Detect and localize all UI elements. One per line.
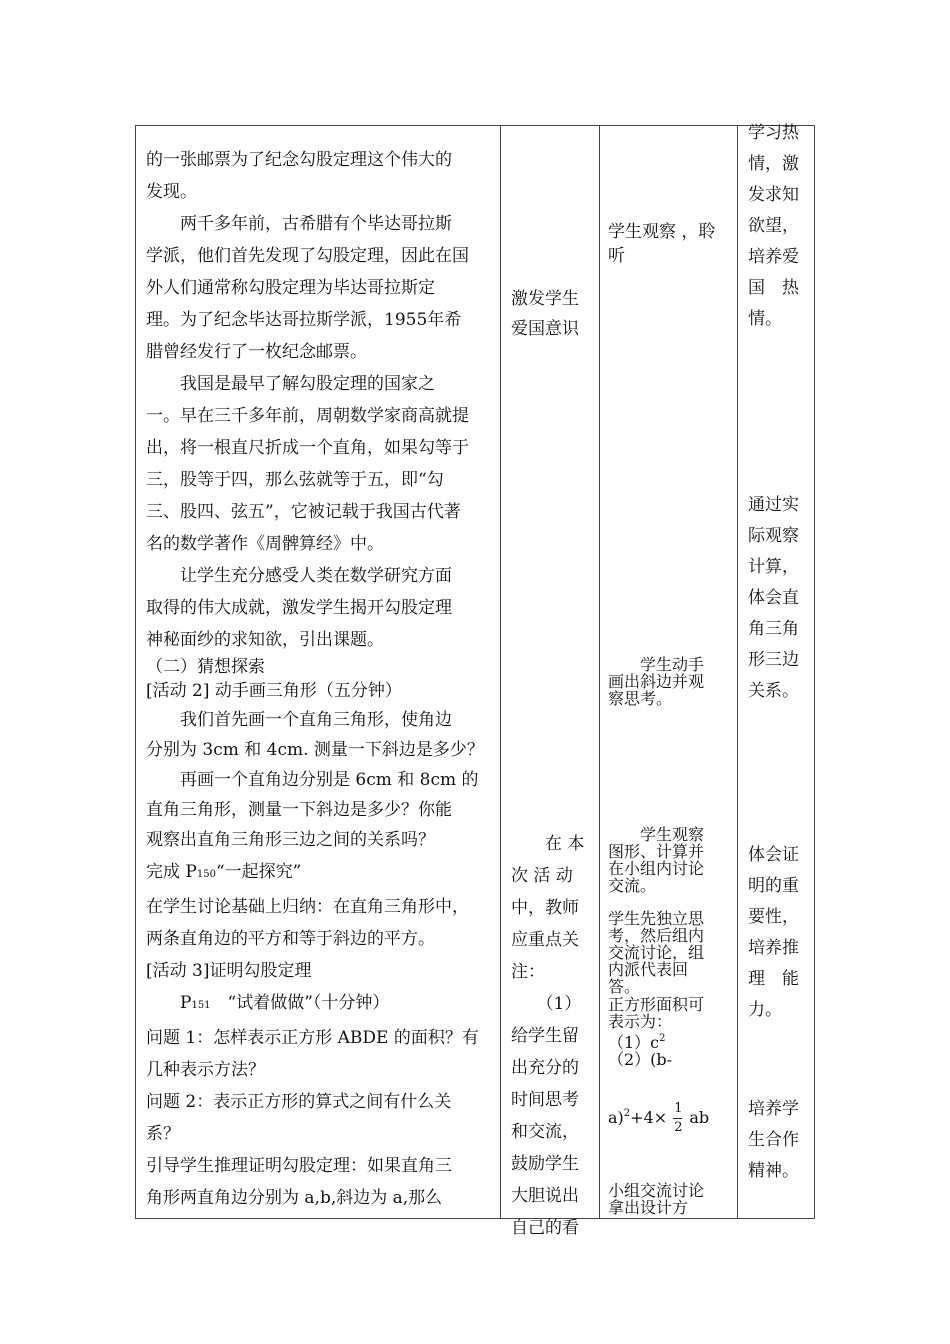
student-activity-column xyxy=(600,126,737,1218)
area-formula-1: $(1)c^2$ xyxy=(608,1033,666,1052)
text-line: 两千多年前，古希腊有个毕达哥拉斯 xyxy=(146,214,452,234)
text-line: 发现。 xyxy=(146,182,197,202)
text-line: 中，教师 xyxy=(511,898,579,918)
text-line: 直角三角形，测量一下斜边是多少？你能 xyxy=(146,800,452,820)
text-line: 内派代表回 xyxy=(608,960,689,979)
text-line: 问题 1：怎样表示正方形 ABDE 的面积？有 xyxy=(146,1028,479,1048)
text-line: 鼓励学生 xyxy=(511,1154,579,1174)
try-task-line: P151 “试着做做”（十分钟） xyxy=(146,993,390,1013)
text-line: 应重点关 xyxy=(511,930,579,950)
text-line: 两条直角边的平方和等于斜边的平方。 xyxy=(146,929,435,949)
text-line: 三，股等于四，那么弦就等于五，即“勾 xyxy=(146,470,444,490)
explore-block xyxy=(146,856,479,1214)
teacher-focus-note xyxy=(511,828,584,1244)
text-line: 考，然后组内 xyxy=(608,926,705,945)
text-line: 名的数学著作《周髀算经》中。 xyxy=(146,534,384,554)
text-line: 学生动手 xyxy=(608,655,705,674)
complete-task-line: 完成 P150“一起探究” xyxy=(146,862,302,882)
text-line: 交流讨论，组 xyxy=(608,943,705,962)
patriotism-note xyxy=(511,284,579,344)
purpose-cooperation: 培养学生合作精神。 xyxy=(748,1099,799,1181)
text-line: 在 本 xyxy=(511,834,585,854)
text-line: 让学生充分感受人类在数学研究方面 xyxy=(146,566,452,586)
area-formula-2-start: （2）(b- xyxy=(608,1050,673,1069)
design-purpose-column xyxy=(738,123,814,1218)
purpose-enthusiasm: 学习热情，激发求知欲望，培养爱国 热情。 xyxy=(748,123,799,329)
text-line: 出充分的 xyxy=(511,1058,579,1078)
text-line: 在小组内讨论 xyxy=(608,859,705,878)
text-line: 爱国意识 xyxy=(511,319,579,339)
text-line: 问题 2：表示正方形的算式之间有什么关 xyxy=(146,1092,452,1112)
purpose-observation: 通过实际观察计算，体会直角三角形三边关系。 xyxy=(748,495,799,701)
teaching-content-column xyxy=(136,126,500,1218)
text-line: 表示为： xyxy=(608,1012,673,1031)
text-line: 答。 xyxy=(608,977,641,996)
activity-2-heading: [活动 2] 动手画三角形（五分钟） xyxy=(146,681,402,701)
text-line: 画出斜边并观 xyxy=(608,672,705,691)
text-line: 我国是最早了解勾股定理的国家之 xyxy=(146,374,435,394)
text-line: 神秘面纱的求知欲，引出课题。 xyxy=(146,630,384,650)
area-formula-2-end: a)$^2$+4× $\frac{1}{2}$ ab xyxy=(608,1100,710,1135)
text-line: （1） xyxy=(511,994,582,1014)
drawing-instructions xyxy=(146,705,484,855)
text-line: 系？ xyxy=(146,1124,180,1144)
text-line: 三、股四、弦五”，它被记载于我国古代著 xyxy=(146,502,461,522)
text-line: 激发学生 xyxy=(511,289,579,309)
text-line: 学生观察 xyxy=(608,825,705,844)
text-line: 理。为了纪念毕达哥拉斯学派，1955年希 xyxy=(146,310,462,330)
text-line: 腊曾经发行了一枚纪念邮票。 xyxy=(146,342,367,362)
activity-3-heading: [活动 3]证明勾股定理 xyxy=(146,961,312,981)
text-line: 图形、计算并 xyxy=(608,842,705,861)
text-line: 再画一个直角边分别是 6cm 和 8cm 的 xyxy=(146,770,479,790)
draw-hypotenuse-note xyxy=(608,656,704,707)
text-line: 大胆说出 xyxy=(511,1186,579,1206)
text-line: 交流。 xyxy=(608,876,657,895)
text-line: 外人们通常称勾股定理为毕达哥拉斯定 xyxy=(146,278,435,298)
text-line: 几种表示方法？ xyxy=(146,1060,265,1080)
group-discussion-note xyxy=(608,1182,704,1216)
square-area-note xyxy=(608,996,704,1068)
lesson-plan-table xyxy=(135,123,815,1238)
text-line: 我们首先画一个直角三角形，使角边 xyxy=(146,710,452,730)
text-line: 注： xyxy=(511,962,545,982)
section-heading: （二）猜想探索 xyxy=(146,657,265,677)
text-line: 观察出直角三角形三边之间的关系吗？ xyxy=(146,830,435,850)
think-discuss-note xyxy=(608,910,704,995)
text-line: 拿出设计方 xyxy=(608,1198,689,1217)
observe-listen-note: 学生观察 ，聆听 xyxy=(608,222,716,266)
text-line: 分别为 3cm 和 4cm. 测量一下斜边是多少？ xyxy=(146,740,484,760)
text-line: 小组交流讨论 xyxy=(608,1181,705,1200)
text-line: 引导学生推理证明勾股定理：如果直角三 xyxy=(146,1156,452,1176)
one-half-fraction: $\frac{1}{2}$ xyxy=(674,1100,683,1135)
text-line: 角形两直角边分别为 a,b,斜边为 a,那么 xyxy=(146,1188,443,1208)
teacher-notes-column xyxy=(501,126,599,1238)
text-line: 和交流， xyxy=(511,1122,579,1142)
text-line: 次 活 动 xyxy=(511,866,573,886)
text-line: 的一张邮票为了纪念勾股定理这个伟大的 xyxy=(146,150,452,170)
observe-calc-note xyxy=(608,826,704,894)
text-line: 取得的伟大成就，激发学生揭开勾股定理 xyxy=(146,598,452,618)
text-line: 正方形面积可 xyxy=(608,995,705,1014)
text-line: 出，将一根直尺折成一个直角，如果勾等于 xyxy=(146,438,469,458)
text-line: 自己的看 xyxy=(511,1218,579,1238)
text-line: 一。早在三千多年前，周朝数学家商高就提 xyxy=(146,406,469,426)
text-line: 学派，他们首先发现了勾股定理，因此在国 xyxy=(146,246,469,266)
text-line: 在学生讨论基础上归纳：在直角三角形中， xyxy=(146,897,469,917)
text-line: 察思考。 xyxy=(608,689,673,708)
text-line: 时间思考 xyxy=(511,1090,579,1110)
text-line: 给学生留 xyxy=(511,1026,579,1046)
purpose-proof: 体会证明的重要性，培养推理 能力。 xyxy=(748,845,799,1020)
text-line: 学生先独立思 xyxy=(608,909,705,928)
intro-paragraphs xyxy=(146,144,469,656)
